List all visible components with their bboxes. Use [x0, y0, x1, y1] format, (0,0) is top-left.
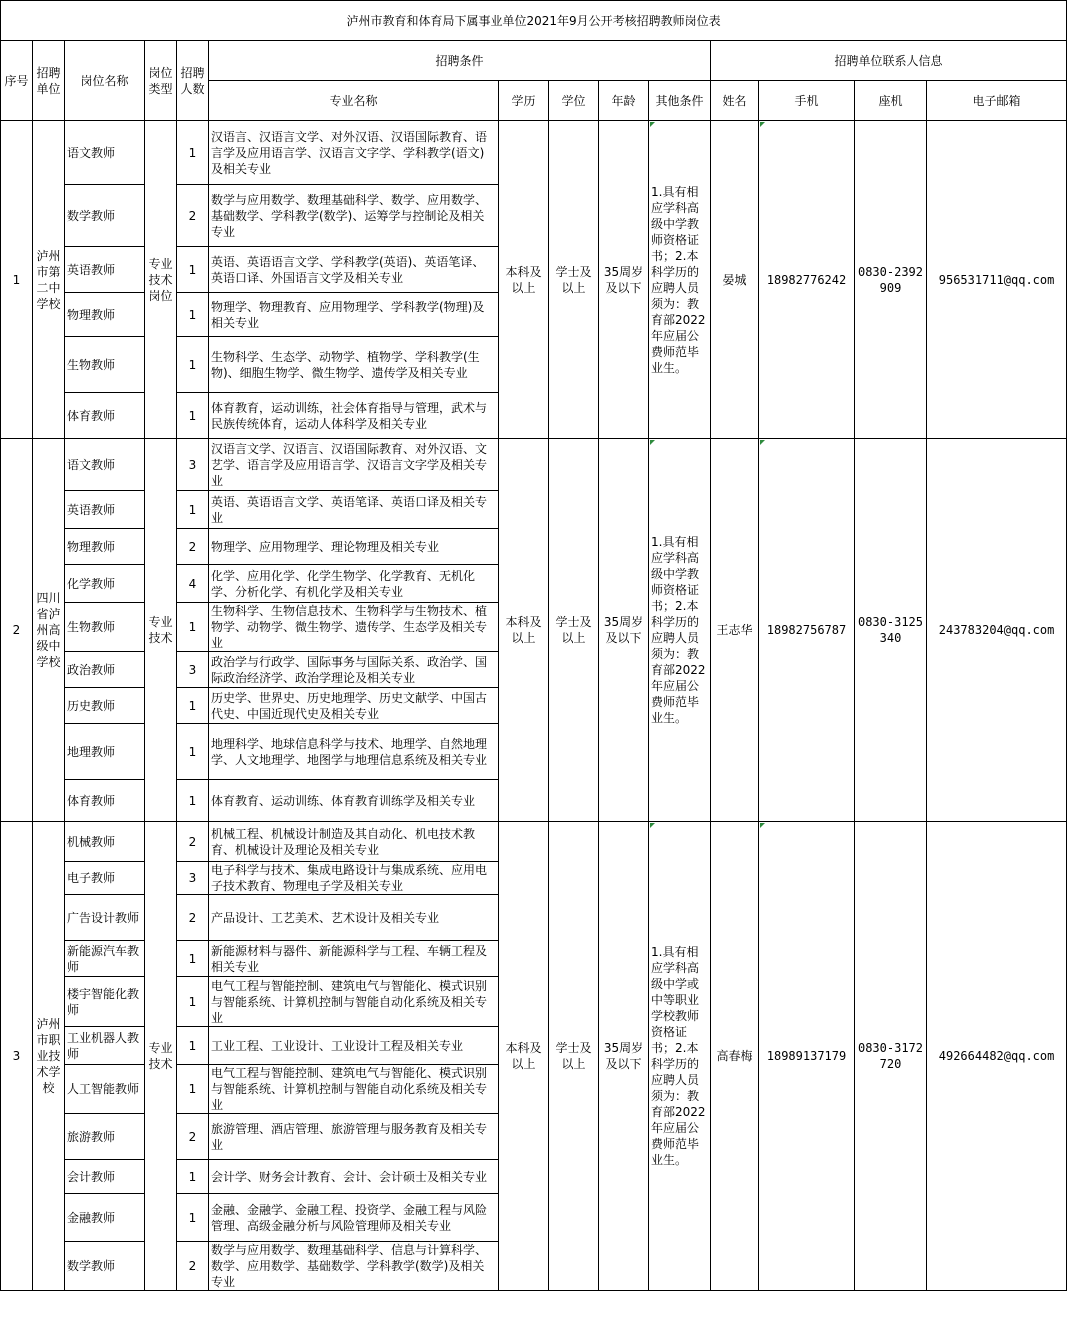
- major-cell-text: 电气工程与智能控制、建筑电气与智能化、模式识别与智能系统、计算机控制与智能自动化系统及相关专业: [211, 978, 488, 1025]
- major-cell: [209, 185, 499, 247]
- count-cell-text: 1: [188, 1169, 197, 1184]
- major-cell-text: 地理科学、地球信息科学与技术、地理学、自然地理学、人文地理学、地图学与地理信息系统及相关专业: [211, 736, 488, 767]
- major-cell-text: 生物科学、生物信息技术、生物科学与生物技术、植物学、动物学、微生物学、遗传学、生态学及相关专业: [211, 604, 488, 650]
- position-cell-text: 数学教师: [67, 1259, 116, 1273]
- position-cell: [65, 688, 145, 724]
- count-cell-text: 2: [188, 834, 197, 849]
- position-cell: [65, 603, 145, 652]
- count-cell-text: 2: [188, 1259, 197, 1273]
- other-cell-text: 1.具有相应学科高级中学或中等职业学校教师资格证书；2.本科学历的应聘人员须为：教育部2022年应届公费师范毕业生。: [651, 945, 706, 1167]
- header-edu: [499, 81, 549, 121]
- position-cell: [65, 337, 145, 393]
- cell-marker-icon: [760, 440, 765, 445]
- position-cell-text: 物理教师: [67, 539, 116, 554]
- major-cell: [209, 895, 499, 941]
- major-cell-text: 汉语言文学、汉语言、汉语国际教育、对外汉语、文艺学、语言学及应用语言学、汉语言文字学及相关专业: [211, 441, 488, 488]
- header-contact-text: 招聘单位联系人信息: [834, 53, 943, 68]
- position-cell: [65, 1114, 145, 1160]
- position-cell-text: 政治教师: [67, 662, 116, 677]
- contact-name-cell: [711, 439, 759, 822]
- count-cell-text: 1: [188, 698, 197, 713]
- major-cell-text: 工业工程、工业设计、工业设计工程及相关专业: [211, 1038, 464, 1053]
- header-count-text: 招聘人数: [180, 65, 205, 96]
- seq-cell-text: 3: [12, 1049, 21, 1063]
- header-email-text: 电子邮箱: [972, 93, 1021, 108]
- major-cell: [209, 862, 499, 895]
- position-cell-text: 人工智能教师: [67, 1082, 140, 1096]
- position-cell-text: 电子教师: [67, 871, 116, 885]
- edu-cell-text: 本科及以上: [505, 1041, 542, 1071]
- position-cell-text: 广告设计教师: [67, 910, 140, 925]
- major-cell-text: 机械工程、机械设计制造及其自动化、机电技术教育、机械设计及理论及相关专业: [211, 826, 476, 857]
- position-cell: [65, 393, 145, 439]
- page-title-text: 泸州市教育和体育局下属事业单位2021年9月公开考核招聘教师岗位表: [346, 13, 721, 28]
- count-cell: [177, 862, 209, 895]
- major-cell-text: 体育教育，运动训练，社会体育指导与管理，武术与民族传统体育，运动人体科学及相关专业: [211, 400, 488, 431]
- age-cell-text: 35周岁及以下: [603, 264, 644, 295]
- unit-cell-text: 泸州市第二中学校: [36, 248, 61, 311]
- position-cell: [65, 895, 145, 941]
- count-cell: [177, 941, 209, 977]
- major-cell: [209, 529, 499, 565]
- count-cell: [177, 724, 209, 780]
- position-cell: [65, 822, 145, 862]
- position-cell: [65, 977, 145, 1027]
- major-cell-text: 物理学、物理教育、应用物理学、学科教学(物理)及相关专业: [211, 299, 485, 330]
- major-cell: [209, 724, 499, 780]
- other-cell-text: 1.具有相应学科高级中学教师资格证书；2.本科学历的应聘人员须为：教育部2022年应届公费师范毕业生。: [651, 535, 706, 725]
- major-cell: [209, 977, 499, 1027]
- header-name: [711, 81, 759, 121]
- position-cell: [65, 724, 145, 780]
- count-cell-text: 1: [188, 408, 197, 423]
- phone-cell-text: 0830-2392909: [857, 264, 924, 295]
- email-cell: [927, 439, 1067, 822]
- age-cell: [599, 822, 649, 1291]
- mobile-cell-text: 18982756787: [766, 623, 847, 637]
- edu-cell: [499, 822, 549, 1291]
- position-cell: [65, 293, 145, 337]
- major-cell: [209, 1242, 499, 1291]
- unit-cell-text: 泸州市职业技术学校: [36, 1017, 61, 1095]
- major-cell: [209, 1160, 499, 1194]
- other-cell: [649, 439, 711, 822]
- header-phone-text: 座机: [878, 93, 903, 108]
- position-cell-text: 语文教师: [67, 145, 116, 160]
- unit-cell: [33, 121, 65, 439]
- count-cell: [177, 895, 209, 941]
- position-cell: [65, 565, 145, 603]
- major-cell: [209, 293, 499, 337]
- position-cell-text: 生物教师: [67, 357, 116, 372]
- count-cell: [177, 247, 209, 293]
- header-unit: [33, 41, 65, 121]
- position-cell: [65, 529, 145, 565]
- count-cell: [177, 780, 209, 822]
- major-cell: [209, 121, 499, 185]
- count-cell: [177, 293, 209, 337]
- major-cell: [209, 337, 499, 393]
- count-cell-text: 3: [188, 871, 197, 885]
- phone-cell-text: 0830-3172720: [857, 1041, 924, 1071]
- count-cell: [177, 439, 209, 491]
- major-cell-text: 英语、英语语言文学、英语笔译、英语口译及相关专业: [211, 494, 488, 525]
- major-cell: [209, 603, 499, 652]
- edu-cell-text: 本科及以上: [505, 264, 542, 295]
- cell-marker-icon: [650, 440, 655, 445]
- position-cell-text: 会计教师: [67, 1169, 116, 1184]
- position-cell-text: 英语教师: [67, 262, 116, 277]
- major-cell: [209, 393, 499, 439]
- count-cell-text: 1: [188, 1038, 197, 1053]
- header-degree: [549, 81, 599, 121]
- header-count: [177, 41, 209, 121]
- header-seq: [1, 41, 33, 121]
- ptype-cell: [145, 121, 177, 439]
- count-cell-text: 1: [188, 357, 197, 372]
- degree-cell-text: 学士及以上: [555, 1041, 592, 1071]
- position-cell: [65, 439, 145, 491]
- header-edu-text: 学历: [511, 93, 536, 108]
- count-cell-text: 1: [188, 1082, 197, 1096]
- major-cell-text: 物理学、应用物理学、理论物理及相关专业: [211, 539, 440, 554]
- header-conditions-text: 招聘条件: [435, 53, 484, 68]
- header-position-text: 岗位名称: [80, 73, 129, 88]
- position-cell: [65, 1242, 145, 1291]
- header-ptype-text: 岗位类型: [148, 65, 173, 96]
- header-age: [599, 81, 649, 121]
- header-ptype: [145, 41, 177, 121]
- table-row: [1, 121, 1067, 185]
- count-cell-text: 1: [188, 307, 197, 322]
- major-cell-text: 体育教育、运动训练、体育教育训练学及相关专业: [211, 793, 476, 808]
- cell-marker-icon: [760, 823, 765, 828]
- count-cell: [177, 1027, 209, 1065]
- header-conditions: [209, 41, 711, 81]
- count-cell: [177, 688, 209, 724]
- count-cell: [177, 1065, 209, 1114]
- count-cell-text: 4: [188, 576, 197, 591]
- major-cell-text: 化学、应用化学、化学生物学、化学教育、无机化学、分析化学、有机化学及相关专业: [211, 568, 476, 599]
- mobile-cell: [759, 439, 855, 822]
- count-cell: [177, 652, 209, 688]
- count-cell: [177, 977, 209, 1027]
- position-cell: [65, 780, 145, 822]
- email-cell-text: 492664482@qq.com: [938, 1049, 1055, 1063]
- count-cell: [177, 1242, 209, 1291]
- count-cell-text: 2: [188, 539, 197, 554]
- major-cell-text: 产品设计、工艺美术、艺术设计及相关专业: [211, 910, 440, 925]
- position-cell: [65, 491, 145, 529]
- position-cell-text: 历史教师: [67, 698, 116, 713]
- contact-name-cell-text: 高春梅: [716, 1049, 753, 1063]
- position-cell-text: 英语教师: [67, 502, 116, 517]
- header-mobile: [759, 81, 855, 121]
- major-cell: [209, 247, 499, 293]
- major-cell: [209, 491, 499, 529]
- degree-cell: [549, 822, 599, 1291]
- degree-cell-text: 学士及以上: [555, 264, 592, 295]
- count-cell: [177, 603, 209, 652]
- email-cell-text: 956531711@qq.com: [938, 272, 1055, 287]
- major-cell: [209, 780, 499, 822]
- table-row: [1, 822, 1067, 862]
- position-cell: [65, 652, 145, 688]
- phone-cell-text: 0830-3125340: [857, 615, 924, 645]
- major-cell-text: 新能源材料与器件、新能源科学与工程、车辆工程及相关专业: [211, 943, 488, 974]
- count-cell-text: 1: [188, 502, 197, 517]
- major-cell-text: 汉语言、汉语言文学、对外汉语、汉语国际教育、语言学及应用语言学、汉语言文字学、学科教学(语文)及相关专业: [211, 129, 488, 176]
- position-cell-text: 语文教师: [67, 457, 116, 472]
- count-cell: [177, 185, 209, 247]
- major-cell: [209, 1027, 499, 1065]
- seq-cell: [1, 439, 33, 822]
- header-other-text: 其他条件: [655, 93, 704, 108]
- position-cell-text: 化学教师: [67, 576, 116, 591]
- position-cell-text: 数学教师: [67, 208, 116, 223]
- degree-cell-text: 学士及以上: [555, 615, 592, 645]
- position-cell: [65, 1160, 145, 1194]
- count-cell-text: 3: [188, 662, 197, 677]
- ptype-cell-text: 专业技术: [148, 1041, 173, 1071]
- position-cell: [65, 862, 145, 895]
- mobile-cell-text: 18982776242: [766, 272, 847, 287]
- count-cell-text: 1: [188, 994, 197, 1009]
- unit-cell-text: 四川省泸州高级中学校: [36, 591, 61, 669]
- email-cell-text: 243783204@qq.com: [938, 623, 1055, 637]
- ptype-cell: [145, 822, 177, 1291]
- header-degree-text: 学位: [561, 93, 586, 108]
- count-cell-text: 3: [188, 457, 197, 472]
- seq-cell: [1, 822, 33, 1291]
- position-cell: [65, 247, 145, 293]
- seq-cell-text: 1: [12, 272, 21, 287]
- header-age-text: 年龄: [611, 93, 636, 108]
- mobile-cell-text: 18989137179: [766, 1049, 847, 1063]
- major-cell: [209, 439, 499, 491]
- phone-cell: [855, 121, 927, 439]
- header-phone: [855, 81, 927, 121]
- page-title: [1, 1, 1067, 41]
- count-cell-text: 2: [188, 1129, 197, 1144]
- count-cell: [177, 1160, 209, 1194]
- ptype-cell: [145, 439, 177, 822]
- contact-name-cell-text: 王志华: [716, 623, 753, 637]
- major-cell-text: 电子科学与技术、集成电路设计与集成系统、应用电子技术教育、物理电子学及相关专业: [211, 863, 488, 893]
- position-cell: [65, 1065, 145, 1114]
- header-contact: [711, 41, 1067, 81]
- major-cell-text: 会计学、财务会计教育、会计、会计硕士及相关专业: [211, 1169, 488, 1184]
- email-cell: [927, 121, 1067, 439]
- ptype-cell-text: 专业技术岗位: [148, 256, 173, 303]
- major-cell-text: 生物科学、生态学、动物学、植物学、学科教学(生物)、细胞生物学、微生物学、遗传学及相关专业: [211, 349, 480, 380]
- major-cell: [209, 565, 499, 603]
- major-cell: [209, 1194, 499, 1242]
- age-cell-text: 35周岁及以下: [603, 1041, 644, 1071]
- count-cell: [177, 822, 209, 862]
- count-cell: [177, 121, 209, 185]
- count-cell-text: 1: [188, 793, 197, 808]
- count-cell-text: 1: [188, 744, 197, 759]
- position-cell-text: 地理教师: [67, 744, 116, 759]
- count-cell-text: 1: [188, 1210, 197, 1225]
- age-cell: [599, 121, 649, 439]
- header-name-text: 姓名: [722, 93, 747, 108]
- header-seq-text: 序号: [4, 73, 29, 88]
- degree-cell: [549, 439, 599, 822]
- count-cell-text: 1: [188, 262, 197, 277]
- count-cell-text: 1: [188, 620, 197, 634]
- position-cell: [65, 1194, 145, 1242]
- ptype-cell-text: 专业技术: [148, 615, 173, 645]
- major-cell-text: 政治学与行政学、国际事务与国际关系、政治学、国际政治经济学、政治学理论及相关专业: [211, 654, 488, 685]
- header-email: [927, 81, 1067, 121]
- position-cell-text: 旅游教师: [67, 1129, 116, 1144]
- header-unit-text: 招聘单位: [36, 65, 61, 96]
- major-cell: [209, 822, 499, 862]
- major-cell: [209, 1065, 499, 1114]
- count-cell: [177, 1194, 209, 1242]
- degree-cell: [549, 121, 599, 439]
- major-cell-text: 旅游管理、酒店管理、旅游管理与服务教育及相关专业: [211, 1121, 488, 1152]
- major-cell-text: 历史学、世界史、历史地理学、历史文献学、中国古代史、中国近现代史及相关专业: [211, 690, 488, 721]
- unit-cell: [33, 439, 65, 822]
- header-other: [649, 81, 711, 121]
- contact-name-cell: [711, 822, 759, 1291]
- other-cell-text: 1.具有相应学科高级中学教师资格证书；2.本科学历的应聘人员须为：教育部2022年应届公费师范毕业生。: [651, 184, 706, 375]
- edu-cell: [499, 121, 549, 439]
- count-cell-text: 2: [188, 208, 197, 223]
- edu-cell: [499, 439, 549, 822]
- unit-cell: [33, 822, 65, 1291]
- mobile-cell: [759, 822, 855, 1291]
- contact-name-cell-text: 晏城: [722, 272, 747, 287]
- other-cell: [649, 822, 711, 1291]
- count-cell-text: 1: [188, 951, 197, 966]
- count-cell: [177, 565, 209, 603]
- major-cell: [209, 941, 499, 977]
- major-cell-text: 数学与应用数学、数理基础科学、数学、应用数学、基础数学、学科教学(数学)、运筹学与控制论及相关专业: [211, 192, 488, 239]
- position-cell-text: 体育教师: [67, 408, 116, 423]
- phone-cell: [855, 439, 927, 822]
- count-cell: [177, 337, 209, 393]
- email-cell: [927, 822, 1067, 1291]
- position-cell-text: 新能源汽车教师: [67, 943, 140, 974]
- seq-cell: [1, 121, 33, 439]
- count-cell: [177, 393, 209, 439]
- position-cell-text: 金融教师: [67, 1210, 116, 1225]
- count-cell-text: 2: [188, 910, 197, 925]
- position-cell: [65, 121, 145, 185]
- header-mobile-text: 手机: [794, 93, 819, 108]
- position-cell-text: 楼宇智能化教师: [67, 986, 140, 1017]
- major-cell-text: 金融、金融学、金融工程、投资学、金融工程与风险管理、高级金融分析与风险管理师及相关专业: [211, 1202, 488, 1233]
- header-position: [65, 41, 145, 121]
- cell-marker-icon: [650, 823, 655, 828]
- mobile-cell: [759, 121, 855, 439]
- count-cell: [177, 529, 209, 565]
- age-cell: [599, 439, 649, 822]
- major-cell-text: 英语、英语语言文学、学科教学(英语)、英语笔译、英语口译、外国语言文学及相关专业: [211, 254, 485, 285]
- edu-cell-text: 本科及以上: [505, 615, 542, 645]
- position-cell-text: 机械教师: [67, 834, 116, 849]
- position-cell-text: 生物教师: [67, 620, 116, 634]
- major-cell: [209, 1114, 499, 1160]
- position-cell: [65, 185, 145, 247]
- cell-marker-icon: [760, 122, 765, 127]
- table-row: [1, 439, 1067, 491]
- cell-marker-icon: [650, 122, 655, 127]
- phone-cell: [855, 822, 927, 1291]
- position-cell: [65, 941, 145, 977]
- major-cell: [209, 652, 499, 688]
- contact-name-cell: [711, 121, 759, 439]
- count-cell: [177, 1114, 209, 1160]
- major-cell-text: 电气工程与智能控制、建筑电气与智能化、模式识别与智能系统、计算机控制与智能自动化系统及相关专业: [211, 1066, 488, 1112]
- position-cell-text: 工业机器人教师: [67, 1030, 140, 1061]
- other-cell: [649, 121, 711, 439]
- header-major: [209, 81, 499, 121]
- age-cell-text: 35周岁及以下: [603, 615, 644, 645]
- count-cell-text: 1: [188, 145, 197, 160]
- major-cell-text: 数学与应用数学、数理基础科学、信息与计算科学、数学、应用数学、基础数学、学科教学(数学)及相关专业: [211, 1243, 488, 1289]
- major-cell: [209, 688, 499, 724]
- position-cell-text: 物理教师: [67, 307, 116, 322]
- seq-cell-text: 2: [12, 623, 21, 637]
- position-cell: [65, 1027, 145, 1065]
- position-cell-text: 体育教师: [67, 793, 116, 808]
- count-cell: [177, 491, 209, 529]
- header-major-text: 专业名称: [329, 93, 378, 108]
